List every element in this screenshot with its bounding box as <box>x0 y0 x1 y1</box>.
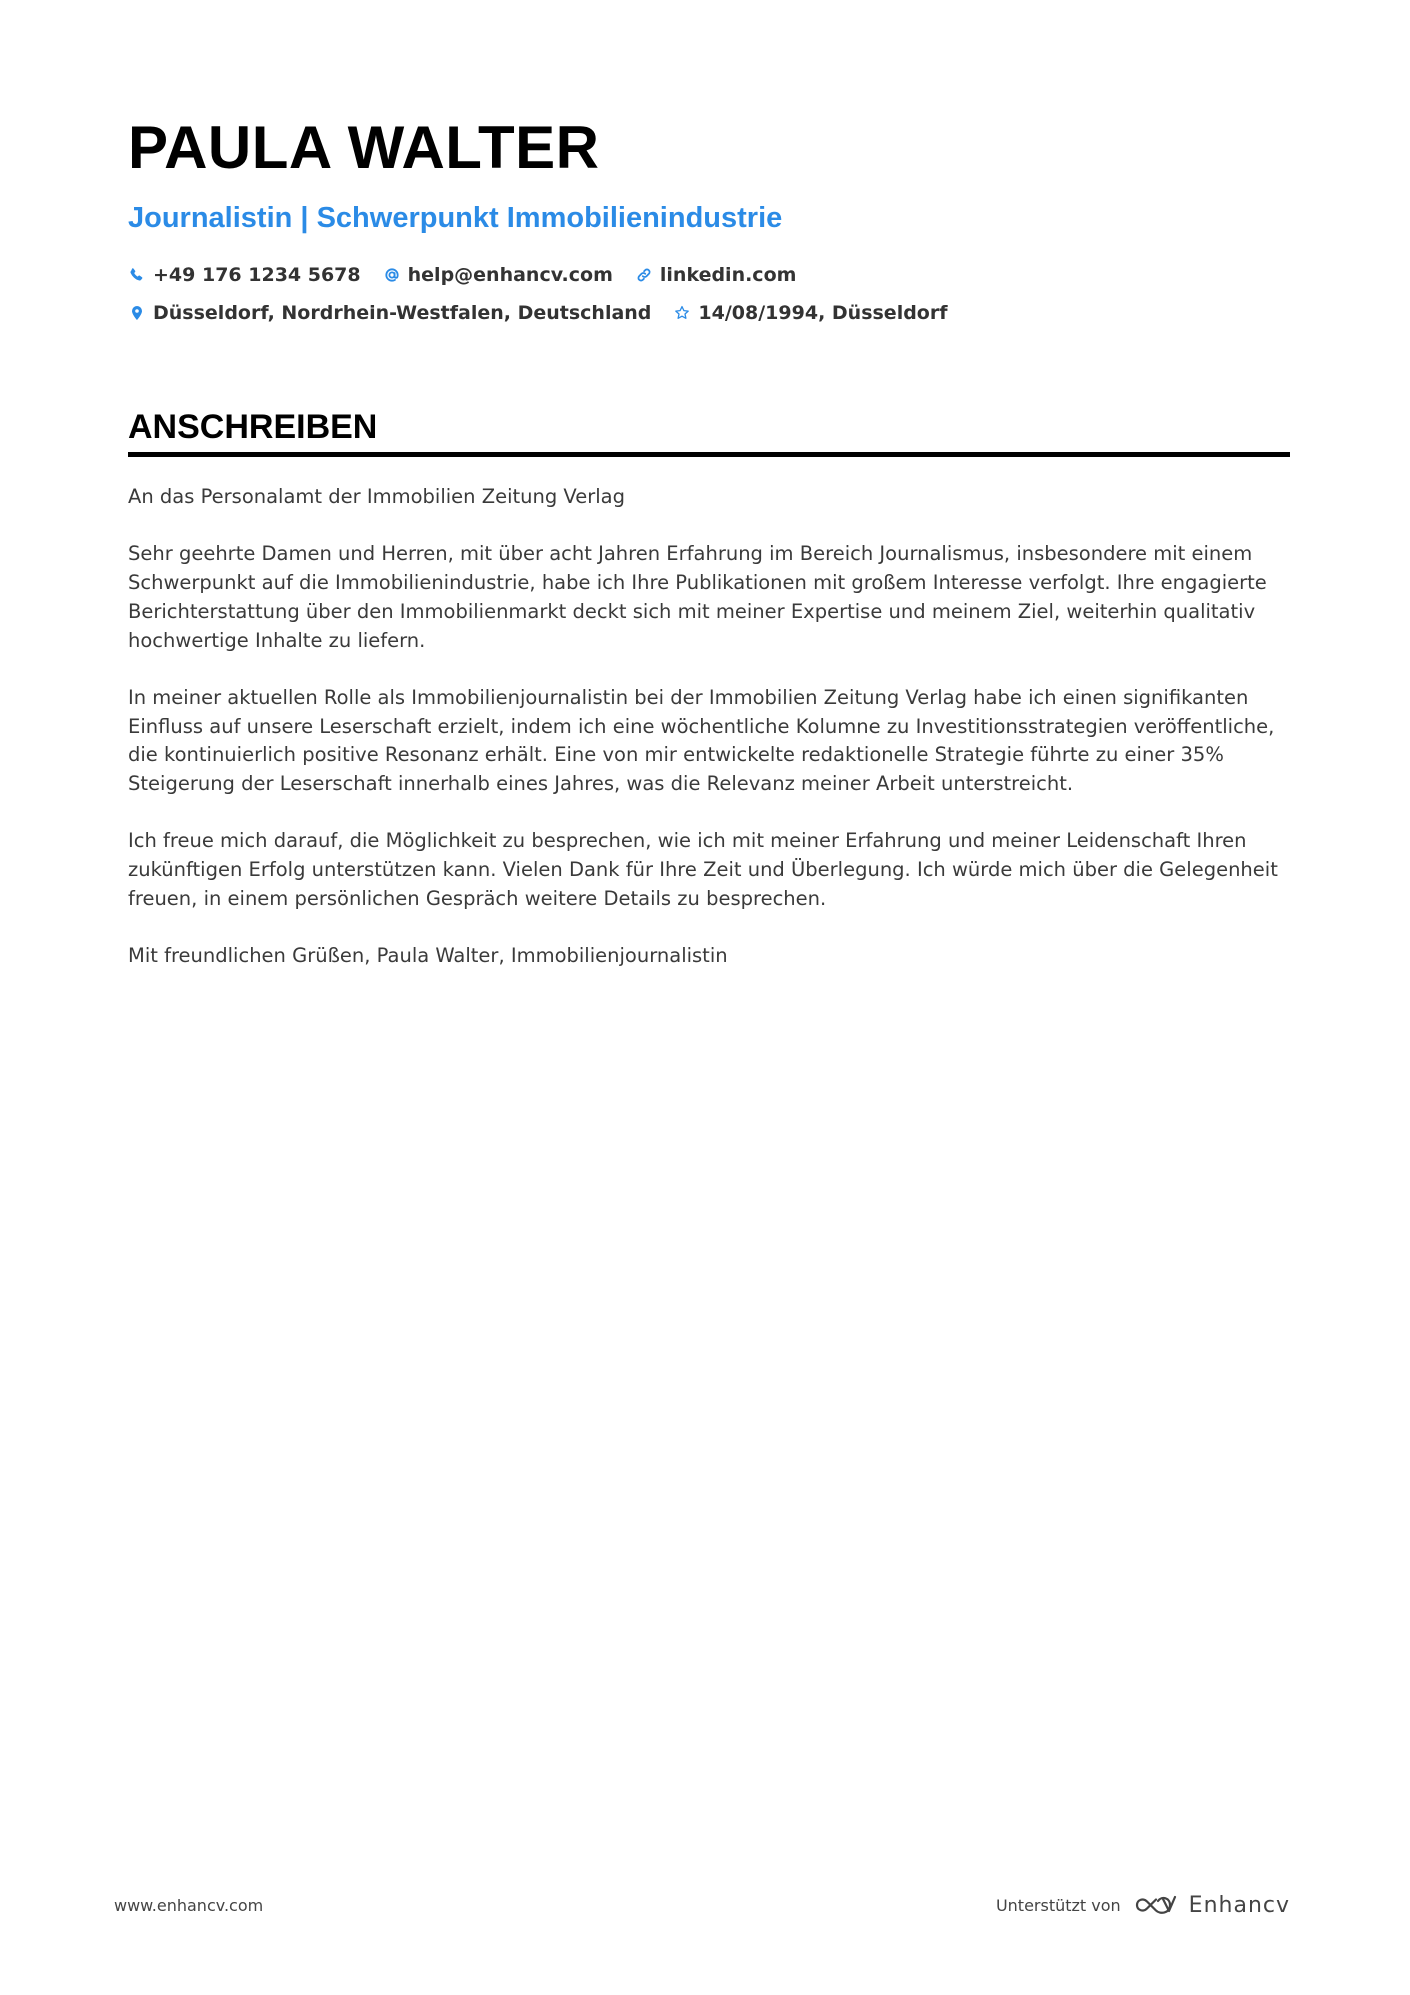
letter-paragraph-3: Ich freue mich darauf, die Möglichkeit zu besprechen, wie ich mit meiner Erfahrung und meiner Leidenschaft Ihren zukünftigen Erfolg unterstützen kann. Vielen Dank für Ihre Zeit und Überlegung. Ich würde mich über die Gelegenheit freuen, in einem persönlichen Gespräch weitere Details zu besprechen. <box>128 829 1278 910</box>
letter-recipient: An das Personalamt der Immobilien Zeitung Verlag <box>128 485 626 508</box>
phone-icon <box>128 266 146 284</box>
star-icon <box>673 304 691 322</box>
cover-letter-section <box>128 405 1290 1000</box>
footer-brand[interactable] <box>996 1890 1290 1920</box>
contact-linkedin[interactable] <box>635 256 797 294</box>
brand-name: Enhancv <box>1188 1892 1290 1918</box>
powered-by-label: Unterstützt von <box>995 1895 1121 1915</box>
footer <box>0 1890 1410 1930</box>
contact-phone-text: +49 176 1234 5678 <box>153 264 361 286</box>
letter-paragraph-2: In meiner aktuellen Rolle als Immobilienjournalistin bei der Immobilien Zeitung Verlag habe ich einen signifikanten Einfluss auf unsere Leserschaft erzielt, indem ich eine wöchentliche Kolumne zu Investitionsstrategien veröffentliche, die kontinuierlich positive Resonanz erhält. Eine von mir entwickelte redaktionelle Strategie führte zu einer 35% Steigerung der Leserschaft innerhalb eines Jahres, was die Relevanz meiner Arbeit unterstreicht. <box>128 685 1275 795</box>
section-title: ANSCHREIBEN <box>128 408 378 446</box>
contact-linkedin-text: linkedin.com <box>659 264 797 286</box>
job-title: Journalistin | Schwerpunkt Immobilienindustrie <box>128 202 783 234</box>
letter-body <box>128 483 1290 971</box>
header <box>128 108 1290 332</box>
contact-location-text: Düsseldorf, Nordrhein-Westfalen, Deutschland <box>153 302 652 324</box>
contact-birth <box>673 294 947 332</box>
contact-list <box>128 256 1290 332</box>
enhancv-logo-icon <box>1133 1892 1179 1918</box>
section-divider <box>128 452 1290 457</box>
contact-location <box>128 294 651 332</box>
footer-url[interactable]: www.enhancv.com <box>114 1896 264 1915</box>
location-pin-icon <box>128 304 146 322</box>
at-icon <box>383 266 401 284</box>
letter-closing: Mit freundlichen Grüßen, Paula Walter, Immobilienjournalistin <box>128 944 728 968</box>
contact-email[interactable] <box>383 256 613 294</box>
letter-paragraph-1: Sehr geehrte Damen und Herren, mit über acht Jahren Erfahrung im Bereich Journalismus, insbesondere mit einem Schwerpunkt auf die Immobilienindustrie, habe ich Ihre Publikationen mit großem Interesse verfolgt. Ihre engagierte Berichterstattung über den Immobilienmarkt deckt sich mit meiner Expertise und meinem Ziel, weiterhin qualitativ hochwertige Inhalte zu liefern. <box>128 542 1267 652</box>
contact-email-text: help@enhancv.com <box>407 264 613 286</box>
contact-birth-text: 14/08/1994, Düsseldorf <box>698 302 948 324</box>
link-icon <box>635 266 653 284</box>
applicant-name: PAULA WALTER <box>128 114 600 181</box>
contact-phone[interactable] <box>128 256 361 294</box>
